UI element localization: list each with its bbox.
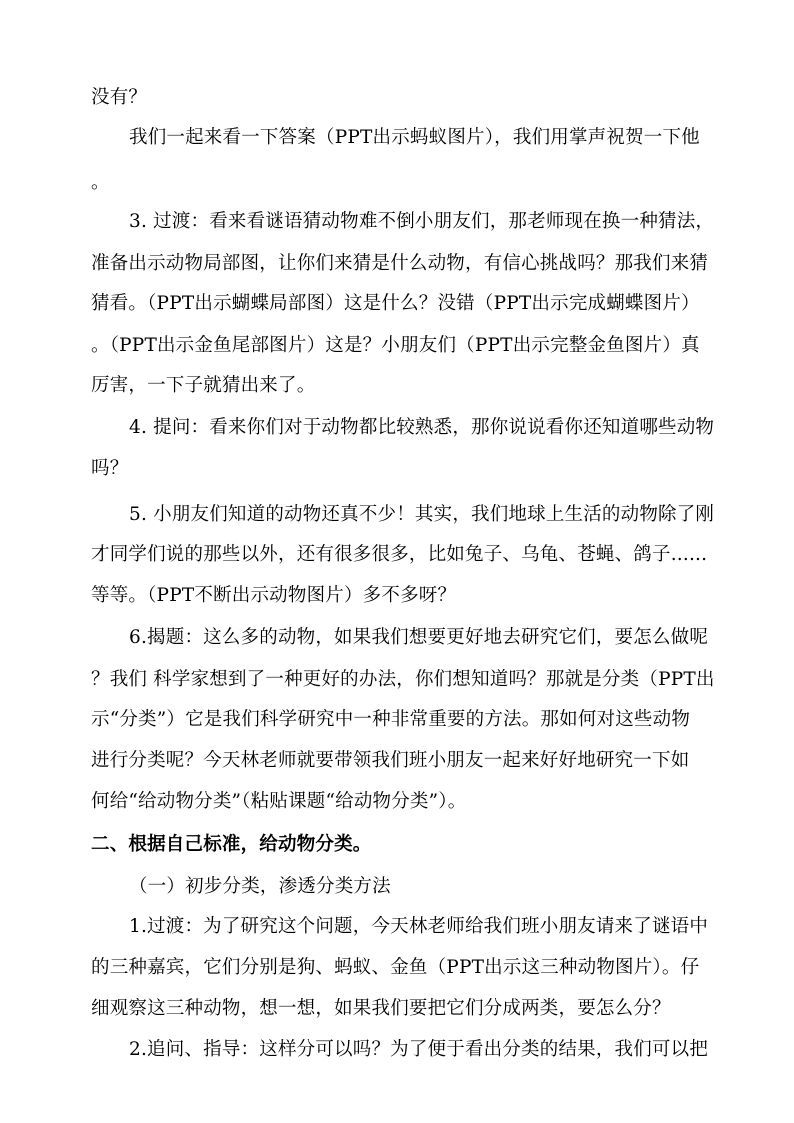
- text-line: 示“分类”）它是我们科学研究中一种非常重要的方法。那如何对这些动物: [91, 709, 691, 730]
- text-line: 细观察这三种动物，想一想，如果我们要把它们分成两类，要怎么分？: [91, 998, 671, 1019]
- subsection-heading: （一）初步分类，渗透分类方法: [129, 876, 391, 897]
- text-line: 3. 过渡：看来看谜语猜动物难不倒小朋友们，那老师现在换一种猜法，: [129, 211, 715, 232]
- text-line: 的三种嘉宾，它们分别是狗、蚂蚁、金鱼（PPT出示这三种动物图片）。仔: [91, 957, 700, 978]
- text-line: 。（PPT出示金鱼尾部图片）这是？小朋友们（PPT出示完整金鱼图片）真: [91, 335, 700, 356]
- text-line: 2.追问、指导：这样分可以吗？为了便于看出分类的结果，我们可以把: [129, 1039, 709, 1060]
- text-line: 没有？: [91, 87, 148, 108]
- text-line: 猜看。（PPT出示蝴蝶局部图）这是什么？没错（PPT出示完成蝴蝶图片）: [91, 293, 700, 314]
- text-line: 1.过渡：为了研究这个问题，今天林老师给我们班小朋友请来了谜语中: [129, 916, 709, 937]
- text-line: 何给“给动物分类”（粘贴课题“给动物分类”）。: [91, 791, 467, 812]
- text-line: 6.揭题：这么多的动物，如果我们想要更好地去研究它们，要怎么做呢: [129, 627, 709, 648]
- text-line: 吗？: [91, 458, 129, 479]
- text-line: 等等。（PPT不断出示动物图片）多不多呀？: [91, 585, 457, 606]
- text-line: 。: [91, 172, 110, 193]
- text-line: 4. 提问：看来你们对于动物都比较熟悉，那你说说看你还知道哪些动物: [129, 417, 715, 438]
- text-line: 准备出示动物局部图，让你们来猜是什么动物，有信心挑战吗？那我们来猜: [91, 253, 709, 274]
- text-line: 厉害，一下子就猜出来了。: [91, 375, 316, 396]
- text-line: 我们一起来看一下答案（PPT出示蚂蚁图片），我们用掌声祝贺一下他: [129, 127, 700, 148]
- section-heading: 二、根据自己标准，给动物分类。: [91, 834, 372, 855]
- text-line: 5. 小朋友们知道的动物还真不少！其实，我们地球上生活的动物除了刚: [129, 504, 715, 525]
- text-line: 进行分类呢？今天林老师就要带领我们班小朋友一起来好好地研究一下如: [91, 750, 690, 771]
- text-line: ？我们 科学家想到了一种更好的办法，你们想知道吗？那就是分类（PPT出: [91, 669, 715, 690]
- text-line: 才同学们说的那些以外，还有很多很多，比如兔子、乌龟、苍蝇、鸽子......: [91, 544, 708, 565]
